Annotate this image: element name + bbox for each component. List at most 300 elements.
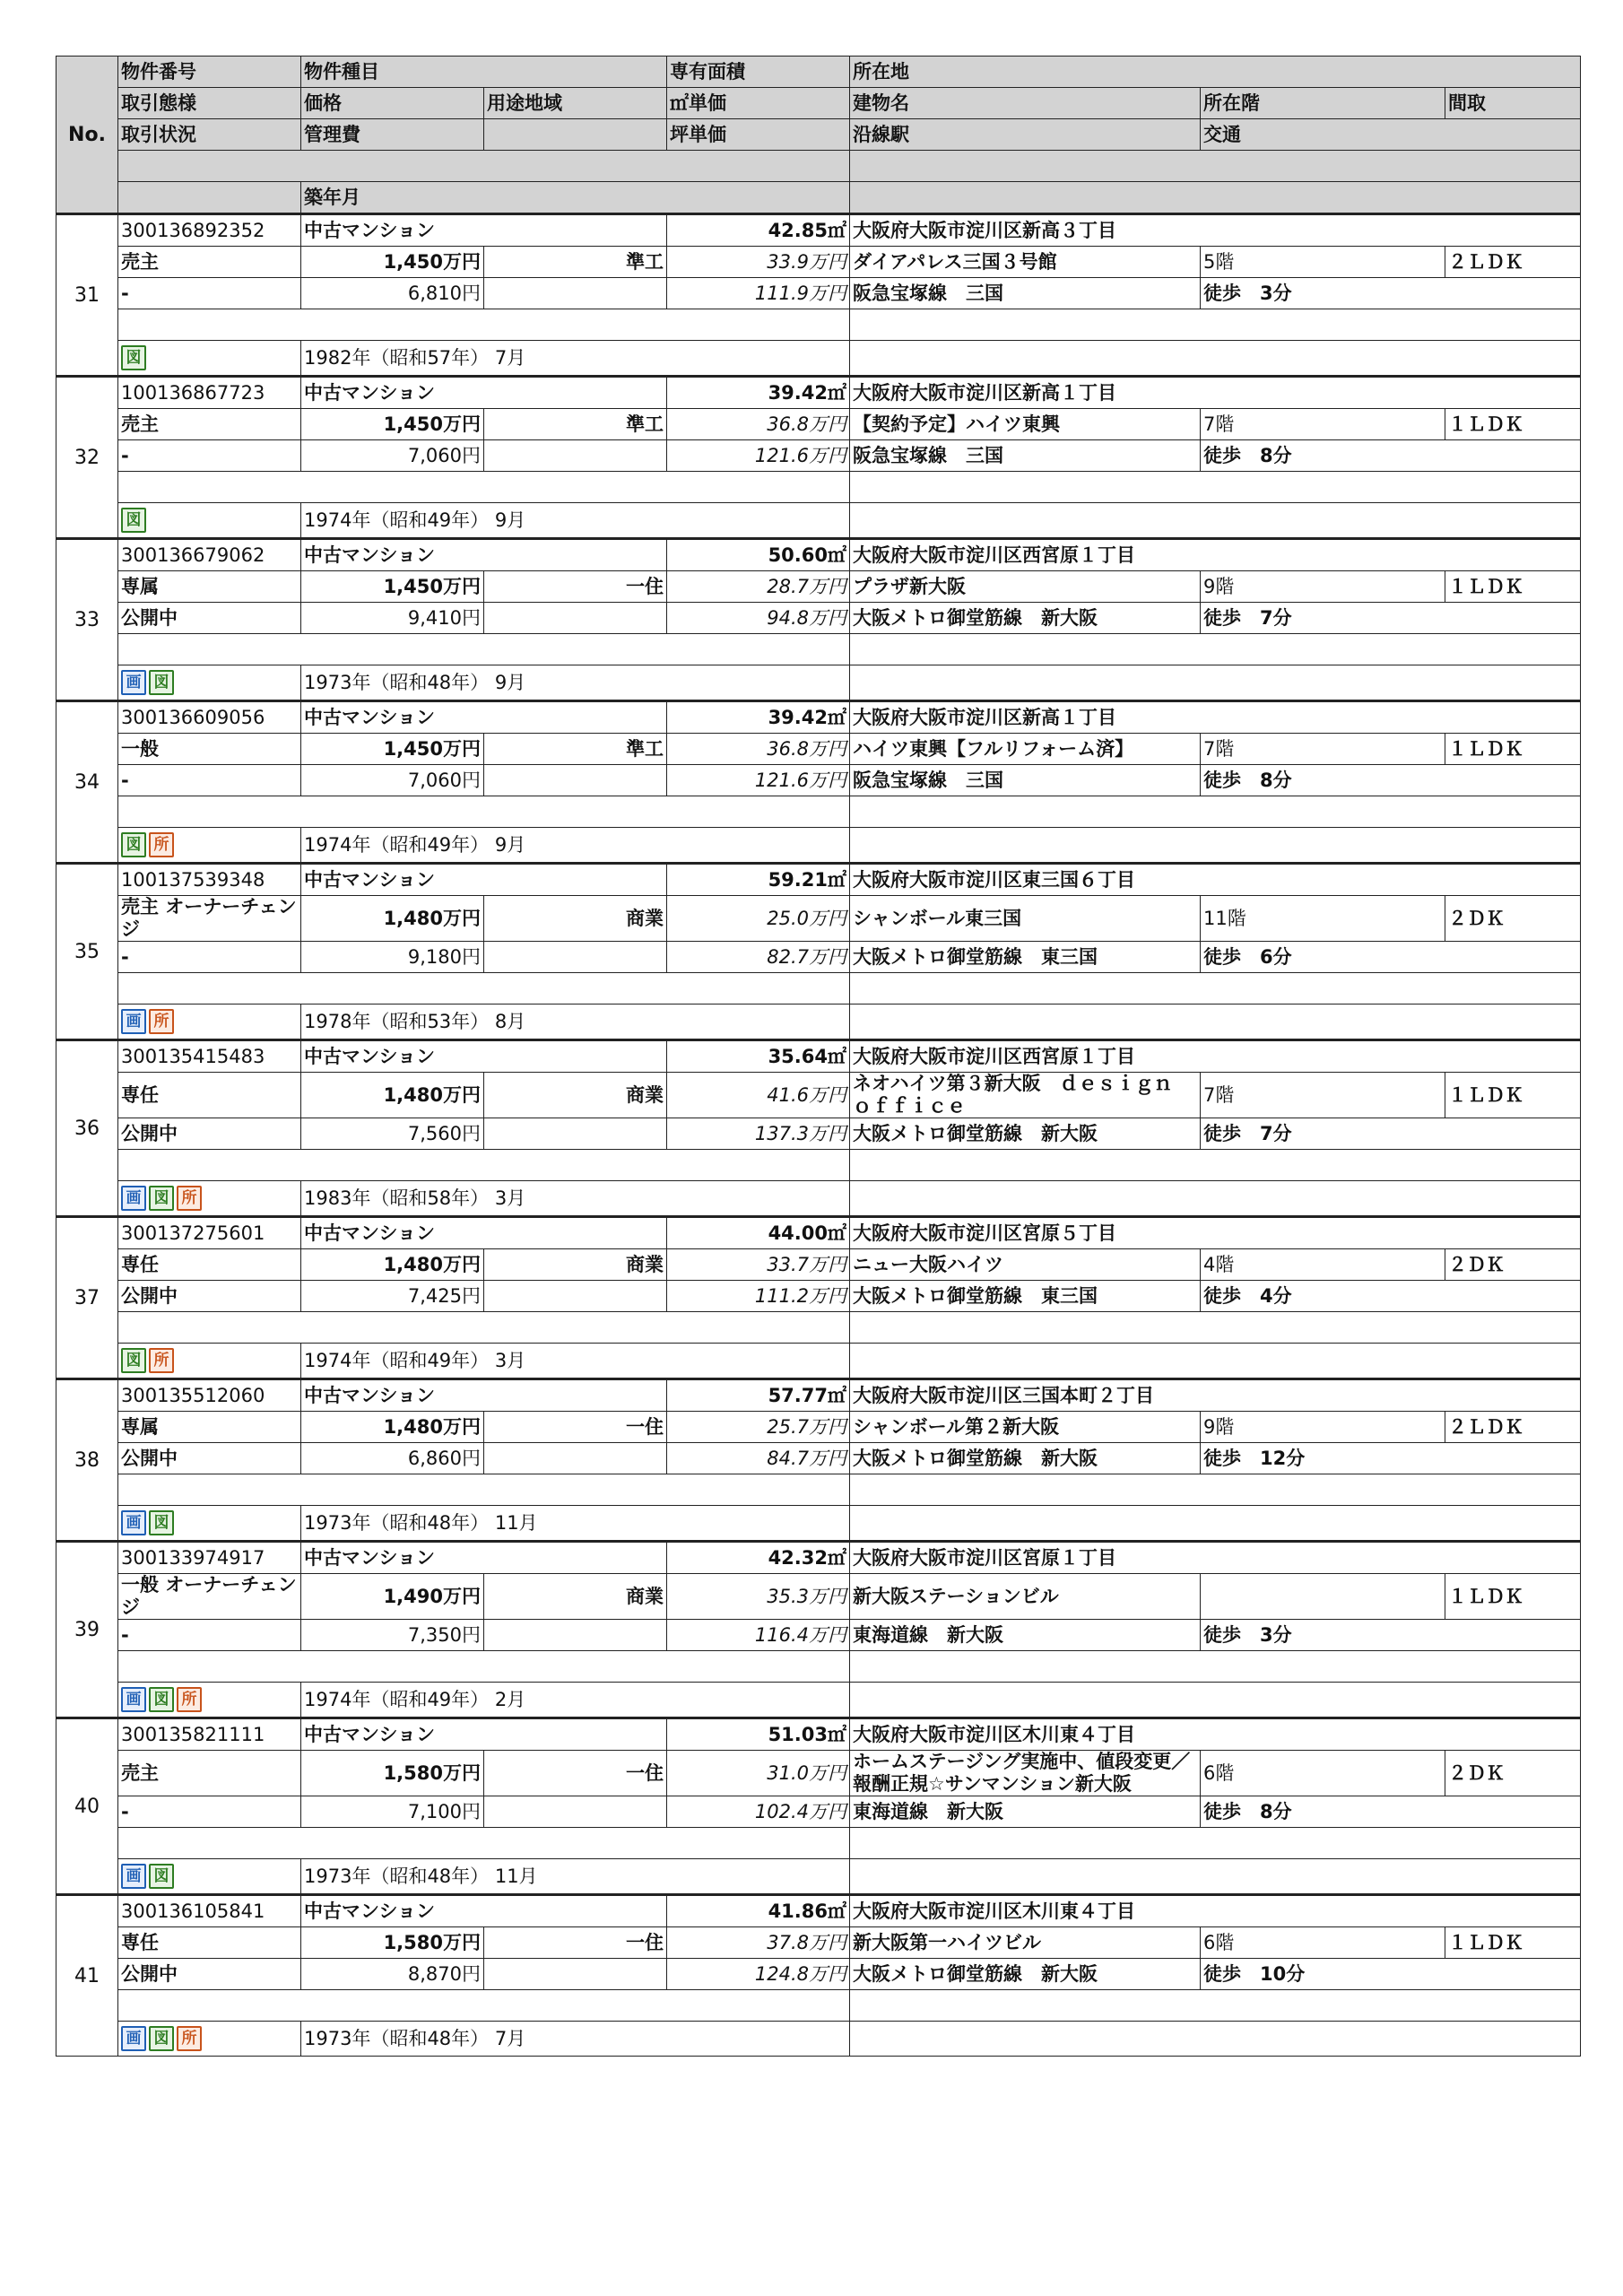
location-icon[interactable]: 所 bbox=[177, 1186, 202, 1211]
listing-row-spacer bbox=[56, 309, 1581, 341]
floor: 9階 bbox=[1201, 571, 1445, 603]
sqm-price: 37.8万円 bbox=[667, 1927, 850, 1959]
header-row-3 bbox=[56, 119, 1581, 151]
price: 1,480万円 bbox=[301, 1412, 484, 1443]
empty-cell bbox=[484, 1281, 667, 1312]
header-access: 交通 bbox=[1201, 119, 1581, 151]
layout: １ＬＤＫ bbox=[1445, 1073, 1581, 1118]
header-no: No. bbox=[56, 57, 118, 214]
property-type: 中古マンション bbox=[301, 864, 667, 896]
deal-type: 売主 オーナーチェンジ bbox=[118, 896, 301, 942]
listing-row[interactable] bbox=[56, 1379, 1581, 1412]
tsubo-price: 84.7万円 bbox=[667, 1443, 850, 1474]
price: 1,450万円 bbox=[301, 734, 484, 765]
property-type: 中古マンション bbox=[301, 214, 667, 247]
floor: 9階 bbox=[1201, 1412, 1445, 1443]
floor-area: 42.85㎡ bbox=[667, 214, 850, 247]
listing-number: 31 bbox=[56, 214, 118, 377]
icon-cell bbox=[118, 1683, 301, 1718]
header-building: 建物名 bbox=[850, 88, 1201, 119]
access: 徒歩 8分 bbox=[1201, 440, 1581, 472]
address: 大阪府大阪市淀川区宮原５丁目 bbox=[850, 1217, 1581, 1249]
listing-row-price bbox=[56, 571, 1581, 603]
floor-area: 35.64㎡ bbox=[667, 1040, 850, 1073]
floor-area: 41.86㎡ bbox=[667, 1895, 850, 1927]
icon-cell bbox=[118, 665, 301, 701]
sqm-price: 33.9万円 bbox=[667, 247, 850, 278]
listing-number: 37 bbox=[56, 1217, 118, 1379]
icon-cell bbox=[118, 828, 301, 864]
listing-row-built bbox=[56, 341, 1581, 377]
floor-area: 57.77㎡ bbox=[667, 1379, 850, 1412]
spacer-cell bbox=[850, 309, 1581, 341]
floor: 7階 bbox=[1201, 409, 1445, 440]
empty-cell bbox=[850, 1344, 1581, 1379]
photo-icon[interactable]: 画 bbox=[121, 1510, 146, 1535]
train-line: 東海道線 新大阪 bbox=[850, 1620, 1201, 1651]
listing-number: 41 bbox=[56, 1895, 118, 2057]
listing-row-fee bbox=[56, 1796, 1581, 1828]
transaction-status: - bbox=[118, 1620, 301, 1651]
deal-type: 専属 bbox=[118, 571, 301, 603]
listing-row[interactable] bbox=[56, 377, 1581, 409]
listing-row-spacer bbox=[56, 1828, 1581, 1859]
icon-group bbox=[121, 508, 298, 533]
listing-row[interactable] bbox=[56, 1718, 1581, 1751]
header-row-1 bbox=[56, 57, 1581, 88]
photo-icon[interactable]: 画 bbox=[121, 1864, 146, 1889]
floorplan-icon[interactable]: 図 bbox=[121, 1348, 146, 1373]
sqm-price: 25.7万円 bbox=[667, 1412, 850, 1443]
price: 1,480万円 bbox=[301, 1073, 484, 1118]
floor: 6階 bbox=[1201, 1927, 1445, 1959]
management-fee: 9,180円 bbox=[301, 942, 484, 973]
floor-area: 44.00㎡ bbox=[667, 1217, 850, 1249]
deal-type: 専任 bbox=[118, 1073, 301, 1118]
property-id: 300136679062 bbox=[118, 539, 301, 571]
icon-group bbox=[121, 670, 298, 695]
zoning: 準工 bbox=[484, 734, 667, 765]
price: 1,580万円 bbox=[301, 1751, 484, 1796]
transaction-status: 公開中 bbox=[118, 1281, 301, 1312]
header-blank bbox=[850, 182, 1581, 214]
sqm-price: 41.6万円 bbox=[667, 1073, 850, 1118]
empty-cell bbox=[850, 1683, 1581, 1718]
floorplan-icon[interactable]: 図 bbox=[121, 508, 146, 533]
listing-row-price bbox=[56, 734, 1581, 765]
management-fee: 8,870円 bbox=[301, 1959, 484, 1990]
management-fee: 6,810円 bbox=[301, 278, 484, 309]
header-tsubo-price: 坪単価 bbox=[667, 119, 850, 151]
empty-cell bbox=[484, 1118, 667, 1150]
listing-row-fee bbox=[56, 1443, 1581, 1474]
listing-row-fee bbox=[56, 1620, 1581, 1651]
management-fee: 7,425円 bbox=[301, 1281, 484, 1312]
photo-icon[interactable]: 画 bbox=[121, 670, 146, 695]
deal-type: 専属 bbox=[118, 1412, 301, 1443]
layout: ２ＤＫ bbox=[1445, 896, 1581, 942]
layout: １ＬＤＫ bbox=[1445, 1927, 1581, 1959]
building-name: 【契約予定】ハイツ東興 bbox=[850, 409, 1201, 440]
header-floor: 所在階 bbox=[1201, 88, 1445, 119]
floorplan-icon[interactable]: 図 bbox=[149, 1864, 174, 1889]
listing-row-built bbox=[56, 1344, 1581, 1379]
header-address: 所在地 bbox=[850, 57, 1581, 88]
property-id: 300137275601 bbox=[118, 1217, 301, 1249]
header-blank bbox=[118, 151, 850, 182]
spacer-cell bbox=[118, 1990, 850, 2022]
building-name: シャンボール東三国 bbox=[850, 896, 1201, 942]
header-row-4 bbox=[56, 151, 1581, 182]
property-type: 中古マンション bbox=[301, 1040, 667, 1073]
transaction-status: 公開中 bbox=[118, 1959, 301, 1990]
header-zoning: 用途地域 bbox=[484, 88, 667, 119]
empty-cell bbox=[850, 503, 1581, 539]
header-deal-type: 取引態様 bbox=[118, 88, 301, 119]
header-row-2 bbox=[56, 88, 1581, 119]
empty-cell bbox=[484, 1796, 667, 1828]
listing-row-fee bbox=[56, 603, 1581, 634]
management-fee: 6,860円 bbox=[301, 1443, 484, 1474]
spacer-cell bbox=[118, 309, 850, 341]
built-date: 1973年（昭和48年） 11月 bbox=[301, 1506, 850, 1542]
listing-row-price bbox=[56, 1412, 1581, 1443]
spacer-cell bbox=[118, 1474, 850, 1506]
listing-row-price bbox=[56, 1574, 1581, 1620]
listing-row-built bbox=[56, 1004, 1581, 1040]
listing-row-fee bbox=[56, 1118, 1581, 1150]
address: 大阪府大阪市淀川区西宮原１丁目 bbox=[850, 539, 1581, 571]
listing-row-fee bbox=[56, 765, 1581, 796]
deal-type: 専任 bbox=[118, 1927, 301, 1959]
spacer-cell bbox=[118, 1312, 850, 1344]
sqm-price: 28.7万円 bbox=[667, 571, 850, 603]
listing-row-fee bbox=[56, 1959, 1581, 1990]
train-line: 大阪メトロ御堂筋線 新大阪 bbox=[850, 1118, 1201, 1150]
listing-row-spacer bbox=[56, 1990, 1581, 2022]
access: 徒歩 8分 bbox=[1201, 1796, 1581, 1828]
property-type: 中古マンション bbox=[301, 1379, 667, 1412]
management-fee: 7,560円 bbox=[301, 1118, 484, 1150]
icon-group bbox=[121, 1186, 298, 1211]
train-line: 阪急宝塚線 三国 bbox=[850, 278, 1201, 309]
icon-group bbox=[121, 2026, 298, 2051]
icon-group bbox=[121, 1510, 298, 1535]
tsubo-price: 94.8万円 bbox=[667, 603, 850, 634]
property-id: 300136892352 bbox=[118, 214, 301, 247]
header-blank bbox=[850, 151, 1581, 182]
tsubo-price: 102.4万円 bbox=[667, 1796, 850, 1828]
listing-row[interactable] bbox=[56, 1542, 1581, 1574]
property-id: 100136867723 bbox=[118, 377, 301, 409]
built-date: 1974年（昭和49年） 9月 bbox=[301, 828, 850, 864]
listing-row-fee bbox=[56, 440, 1581, 472]
listing-row-spacer bbox=[56, 796, 1581, 828]
address: 大阪府大阪市淀川区木川東４丁目 bbox=[850, 1895, 1581, 1927]
header-built: 築年月 bbox=[301, 182, 850, 214]
built-date: 1978年（昭和53年） 8月 bbox=[301, 1004, 850, 1040]
property-id: 300133974917 bbox=[118, 1542, 301, 1574]
empty-cell bbox=[850, 828, 1581, 864]
location-icon[interactable]: 所 bbox=[149, 1348, 174, 1373]
layout: １ＬＤＫ bbox=[1445, 409, 1581, 440]
access: 徒歩 8分 bbox=[1201, 765, 1581, 796]
icon-group bbox=[121, 1009, 298, 1034]
spacer-cell bbox=[850, 796, 1581, 828]
empty-cell bbox=[850, 1506, 1581, 1542]
listing-row-price bbox=[56, 247, 1581, 278]
floor-area: 59.21㎡ bbox=[667, 864, 850, 896]
spacer-cell bbox=[118, 1828, 850, 1859]
listing-row-built bbox=[56, 1859, 1581, 1895]
empty-cell bbox=[850, 2022, 1581, 2057]
floor-area: 42.32㎡ bbox=[667, 1542, 850, 1574]
property-id: 300136609056 bbox=[118, 701, 301, 734]
empty-cell bbox=[484, 603, 667, 634]
layout: ２ＤＫ bbox=[1445, 1249, 1581, 1281]
location-icon[interactable]: 所 bbox=[177, 1687, 202, 1712]
access: 徒歩 3分 bbox=[1201, 1620, 1581, 1651]
building-name: ホームステージング実施中、値段変更／報酬正規☆サンマンション新大阪 bbox=[850, 1751, 1201, 1796]
tsubo-price: 137.3万円 bbox=[667, 1118, 850, 1150]
icon-cell bbox=[118, 1506, 301, 1542]
floor-area: 50.60㎡ bbox=[667, 539, 850, 571]
empty-cell bbox=[850, 341, 1581, 377]
location-icon[interactable]: 所 bbox=[149, 832, 174, 857]
listing-row-price bbox=[56, 1751, 1581, 1796]
icon-group bbox=[121, 832, 298, 857]
listing-row[interactable] bbox=[56, 214, 1581, 247]
listing-row-built bbox=[56, 1683, 1581, 1718]
empty-cell bbox=[850, 1181, 1581, 1217]
header-status: 取引状況 bbox=[118, 119, 301, 151]
building-name: ニュー大阪ハイツ bbox=[850, 1249, 1201, 1281]
listing-row-spacer bbox=[56, 634, 1581, 665]
listing-row-price bbox=[56, 1927, 1581, 1959]
listing-row-price bbox=[56, 1073, 1581, 1118]
sqm-price: 35.3万円 bbox=[667, 1574, 850, 1620]
management-fee: 7,060円 bbox=[301, 440, 484, 472]
spacer-cell bbox=[118, 634, 850, 665]
listing-row[interactable] bbox=[56, 1217, 1581, 1249]
built-date: 1983年（昭和58年） 3月 bbox=[301, 1181, 850, 1217]
zoning: 商業 bbox=[484, 1073, 667, 1118]
address: 大阪府大阪市淀川区東三国６丁目 bbox=[850, 864, 1581, 896]
built-date: 1973年（昭和48年） 9月 bbox=[301, 665, 850, 701]
tsubo-price: 121.6万円 bbox=[667, 440, 850, 472]
photo-icon[interactable]: 画 bbox=[121, 1009, 146, 1034]
access: 徒歩 10分 bbox=[1201, 1959, 1581, 1990]
listing-number: 36 bbox=[56, 1040, 118, 1217]
sqm-price: 25.0万円 bbox=[667, 896, 850, 942]
price: 1,450万円 bbox=[301, 247, 484, 278]
header-area: 専有面積 bbox=[667, 57, 850, 88]
deal-type: 一般 bbox=[118, 734, 301, 765]
address: 大阪府大阪市淀川区新高１丁目 bbox=[850, 701, 1581, 734]
photo-icon[interactable]: 画 bbox=[121, 1186, 146, 1211]
built-date: 1973年（昭和48年） 11月 bbox=[301, 1859, 850, 1895]
train-line: 大阪メトロ御堂筋線 東三国 bbox=[850, 1281, 1201, 1312]
listing-row[interactable] bbox=[56, 539, 1581, 571]
property-id: 100137539348 bbox=[118, 864, 301, 896]
sqm-price: 36.8万円 bbox=[667, 409, 850, 440]
listing-row-spacer bbox=[56, 472, 1581, 503]
spacer-cell bbox=[118, 1651, 850, 1683]
listing-row-fee bbox=[56, 278, 1581, 309]
spacer-cell bbox=[118, 472, 850, 503]
layout: ２ＤＫ bbox=[1445, 1751, 1581, 1796]
spacer-cell bbox=[118, 973, 850, 1004]
icon-group bbox=[121, 345, 298, 370]
listing-row-price bbox=[56, 1249, 1581, 1281]
property-id: 300135821111 bbox=[118, 1718, 301, 1751]
spacer-cell bbox=[118, 796, 850, 828]
property-type: 中古マンション bbox=[301, 1217, 667, 1249]
floor: 11階 bbox=[1201, 896, 1445, 942]
price: 1,480万円 bbox=[301, 1249, 484, 1281]
listing-row-built bbox=[56, 1506, 1581, 1542]
photo-icon[interactable]: 画 bbox=[121, 2026, 146, 2051]
listing-row[interactable] bbox=[56, 1040, 1581, 1073]
address: 大阪府大阪市淀川区木川東４丁目 bbox=[850, 1718, 1581, 1751]
building-name: ダイアパレス三国３号館 bbox=[850, 247, 1201, 278]
layout: １ＬＤＫ bbox=[1445, 571, 1581, 603]
listing-row[interactable] bbox=[56, 701, 1581, 734]
floorplan-icon[interactable]: 図 bbox=[149, 1687, 174, 1712]
price: 1,450万円 bbox=[301, 571, 484, 603]
listing-number: 33 bbox=[56, 539, 118, 701]
floor: 7階 bbox=[1201, 734, 1445, 765]
spacer-cell bbox=[850, 1312, 1581, 1344]
building-name: 新大阪ステーションビル bbox=[850, 1574, 1201, 1620]
listing-row-price bbox=[56, 409, 1581, 440]
spacer-cell bbox=[850, 1150, 1581, 1181]
empty-cell bbox=[484, 765, 667, 796]
listing-number: 39 bbox=[56, 1542, 118, 1718]
empty-cell bbox=[484, 1620, 667, 1651]
sqm-price: 33.7万円 bbox=[667, 1249, 850, 1281]
floor: 7階 bbox=[1201, 1073, 1445, 1118]
header-price: 価格 bbox=[301, 88, 484, 119]
zoning: 一住 bbox=[484, 571, 667, 603]
building-name: ネオハイツ第３新大阪 ｄｅｓｉｇｎ ｏｆｆｉｃｅ bbox=[850, 1073, 1201, 1118]
listing-row-fee bbox=[56, 1281, 1581, 1312]
empty-cell bbox=[850, 1004, 1581, 1040]
building-name: プラザ新大阪 bbox=[850, 571, 1201, 603]
transaction-status: 公開中 bbox=[118, 1443, 301, 1474]
floorplan-icon[interactable]: 図 bbox=[149, 1186, 174, 1211]
empty-cell bbox=[484, 942, 667, 973]
property-table bbox=[56, 56, 1581, 2057]
listing-number: 38 bbox=[56, 1379, 118, 1542]
transaction-status: - bbox=[118, 278, 301, 309]
address: 大阪府大阪市淀川区西宮原１丁目 bbox=[850, 1040, 1581, 1073]
floorplan-icon[interactable]: 図 bbox=[121, 832, 146, 857]
building-name: シャンボール第２新大阪 bbox=[850, 1412, 1201, 1443]
built-date: 1982年（昭和57年） 7月 bbox=[301, 341, 850, 377]
floorplan-icon[interactable]: 図 bbox=[121, 345, 146, 370]
listing-number: 35 bbox=[56, 864, 118, 1040]
price: 1,450万円 bbox=[301, 409, 484, 440]
address: 大阪府大阪市淀川区宮原１丁目 bbox=[850, 1542, 1581, 1574]
sqm-price: 36.8万円 bbox=[667, 734, 850, 765]
icon-cell bbox=[118, 503, 301, 539]
zoning: 商業 bbox=[484, 1249, 667, 1281]
property-id: 300136105841 bbox=[118, 1895, 301, 1927]
deal-type: 売主 bbox=[118, 247, 301, 278]
floorplan-icon[interactable]: 図 bbox=[149, 1510, 174, 1535]
listing-row-fee bbox=[56, 942, 1581, 973]
property-type: 中古マンション bbox=[301, 1718, 667, 1751]
deal-type: 専任 bbox=[118, 1249, 301, 1281]
access: 徒歩 7分 bbox=[1201, 1118, 1581, 1150]
header-blank bbox=[118, 182, 301, 214]
listing-row[interactable] bbox=[56, 864, 1581, 896]
building-name: 新大阪第一ハイツビル bbox=[850, 1927, 1201, 1959]
built-date: 1974年（昭和49年） 3月 bbox=[301, 1344, 850, 1379]
tsubo-price: 82.7万円 bbox=[667, 942, 850, 973]
header-property-id: 物件番号 bbox=[118, 57, 301, 88]
spacer-cell bbox=[850, 1828, 1581, 1859]
train-line: 大阪メトロ御堂筋線 新大阪 bbox=[850, 603, 1201, 634]
empty-cell bbox=[850, 665, 1581, 701]
location-icon[interactable]: 所 bbox=[149, 1009, 174, 1034]
spacer-cell bbox=[118, 1150, 850, 1181]
floorplan-icon[interactable]: 図 bbox=[149, 670, 174, 695]
listing-number: 32 bbox=[56, 377, 118, 539]
icon-cell bbox=[118, 1859, 301, 1895]
spacer-cell bbox=[850, 973, 1581, 1004]
layout: １ＬＤＫ bbox=[1445, 734, 1581, 765]
listing-number: 34 bbox=[56, 701, 118, 864]
property-type: 中古マンション bbox=[301, 1895, 667, 1927]
floorplan-icon[interactable]: 図 bbox=[149, 2026, 174, 2051]
access: 徒歩 12分 bbox=[1201, 1443, 1581, 1474]
transaction-status: - bbox=[118, 942, 301, 973]
icon-group bbox=[121, 1864, 298, 1889]
icon-cell bbox=[118, 341, 301, 377]
zoning: 商業 bbox=[484, 896, 667, 942]
management-fee: 9,410円 bbox=[301, 603, 484, 634]
listing-row[interactable] bbox=[56, 1895, 1581, 1927]
empty-cell bbox=[484, 1443, 667, 1474]
photo-icon[interactable]: 画 bbox=[121, 1687, 146, 1712]
zoning: 準工 bbox=[484, 409, 667, 440]
header-sqm-price: ㎡単価 bbox=[667, 88, 850, 119]
header-row-5 bbox=[56, 182, 1581, 214]
icon-group bbox=[121, 1348, 298, 1373]
icon-cell bbox=[118, 1004, 301, 1040]
zoning: 一住 bbox=[484, 1412, 667, 1443]
built-date: 1974年（昭和49年） 9月 bbox=[301, 503, 850, 539]
floor: 4階 bbox=[1201, 1249, 1445, 1281]
access: 徒歩 4分 bbox=[1201, 1281, 1581, 1312]
layout: ２ＬＤＫ bbox=[1445, 1412, 1581, 1443]
listing-row-built bbox=[56, 503, 1581, 539]
listing-row-built bbox=[56, 665, 1581, 701]
empty-cell bbox=[850, 1859, 1581, 1895]
tsubo-price: 111.2万円 bbox=[667, 1281, 850, 1312]
location-icon[interactable]: 所 bbox=[177, 2026, 202, 2051]
built-date: 1974年（昭和49年） 2月 bbox=[301, 1683, 850, 1718]
empty-cell bbox=[484, 278, 667, 309]
transaction-status: - bbox=[118, 440, 301, 472]
listing-number: 40 bbox=[56, 1718, 118, 1895]
transaction-status: - bbox=[118, 1796, 301, 1828]
icon-cell bbox=[118, 1181, 301, 1217]
spacer-cell bbox=[850, 1990, 1581, 2022]
listing-row-built bbox=[56, 828, 1581, 864]
